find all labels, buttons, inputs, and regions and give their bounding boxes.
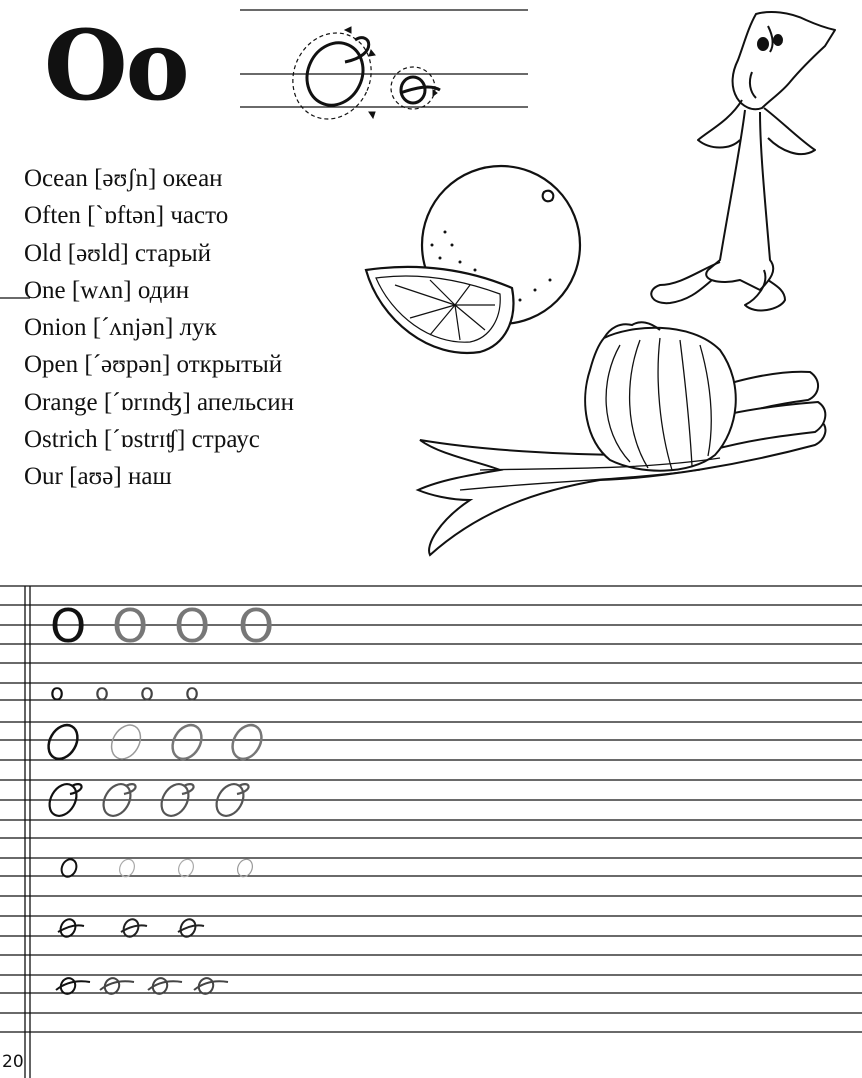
practice-row-cursive-upper [43, 720, 268, 764]
practice-letter: O [174, 599, 211, 653]
vocab-transcription: [´əʊpən] [84, 351, 171, 379]
vocab-word: Orange [24, 388, 98, 416]
page-number: 20 [2, 1052, 24, 1072]
vocab-transcription: [əʊld] [67, 239, 129, 267]
vocab-translation: один [137, 276, 190, 304]
vocab-translation: апельсин [197, 388, 295, 416]
vocab-transcription: [aʊə] [69, 463, 122, 491]
vocab-word: Ostrich [24, 426, 98, 454]
practice-letter: O [238, 599, 275, 653]
vocab-transcription: [əʊʃn] [94, 165, 157, 192]
practice-letter: o [95, 680, 110, 706]
vocab-word: Open [24, 351, 79, 379]
writing-practice-area [0, 586, 862, 1078]
orange-slice-icon [366, 267, 513, 353]
practice-letter: O [50, 599, 87, 653]
practice-letter: o [50, 680, 65, 706]
practice-letter: o [185, 680, 200, 706]
vocab-word: Onion [24, 314, 87, 342]
vocab-transcription: [`ɒftən] [87, 202, 165, 230]
vocab-translation: океан [162, 165, 223, 192]
vocab-transcription: [wʌn] [71, 276, 132, 304]
practice-row-print-lower [50, 680, 199, 706]
practice-row-print-upper [50, 599, 274, 653]
vocab-transcription: [´ɒstrɪʧ] [103, 426, 186, 454]
cartoon-letter-o-character-icon [651, 12, 835, 310]
vocab-translation: часто [170, 202, 229, 230]
practice-letter: o [140, 680, 155, 706]
vocab-translation: наш [127, 463, 172, 491]
vocab-transcription: [´ɒrɪnʤ] [103, 388, 191, 416]
practice-letter: O [112, 599, 149, 653]
vocab-translation: открытый [176, 351, 283, 379]
big-letter-heading: Oo [44, 9, 188, 122]
vocab-word: One [24, 276, 66, 304]
vocab-word: Our [24, 463, 63, 491]
vocab-word: Old [24, 239, 62, 267]
vocab-translation: старый [134, 239, 212, 267]
vocab-transcription: [´ʌnjən] [92, 314, 174, 342]
stroke-order-demo [240, 10, 528, 132]
onion-icon [418, 322, 825, 555]
vocab-translation: лук [179, 314, 217, 342]
vocab-translation: страус [191, 426, 260, 454]
vocab-word: Often [24, 202, 81, 230]
vocab-word: Ocean [24, 165, 88, 192]
